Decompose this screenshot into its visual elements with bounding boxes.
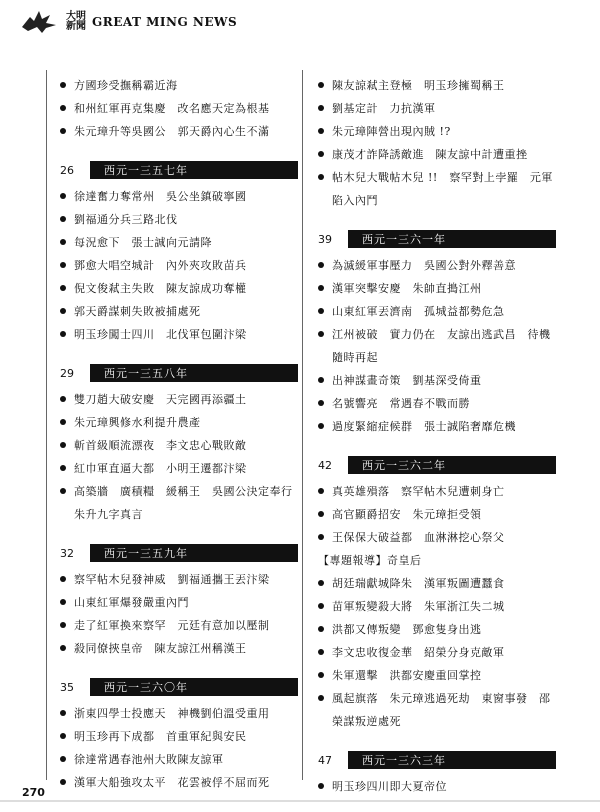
toc-entry[interactable]	[60, 74, 298, 97]
toc-entry-text: 真英雄殞落 察罕帖木兒遭刺身亡	[332, 485, 505, 498]
toc-entry[interactable]	[60, 614, 298, 637]
left-column	[60, 70, 298, 794]
toc-entry-text: 徐達常遇春池州大敗陳友諒軍	[74, 753, 224, 766]
section-page-number: 42	[318, 458, 332, 472]
toc-entry-text: 江州被破 實力仍在 友諒出逃武昌 待機隨時再起	[332, 328, 551, 364]
toc-entry[interactable]	[60, 323, 298, 346]
bullet-icon	[318, 488, 324, 494]
toc-entry-text: 劉基定計 力抗漢軍	[332, 102, 436, 115]
toc-entry-text: 高官顯爵招安 朱元璋拒受領	[332, 508, 482, 521]
toc-section	[60, 678, 298, 794]
toc-entry[interactable]	[318, 641, 556, 664]
toc-entry[interactable]	[60, 702, 298, 725]
bullet-icon	[318, 511, 324, 517]
section-page-number: 29	[60, 366, 74, 380]
toc-entry[interactable]	[60, 637, 298, 660]
section-header	[60, 161, 298, 179]
toc-entry[interactable]	[318, 323, 556, 369]
toc-entry-text: 和州紅軍再克集慶 改名應天定為根基	[74, 102, 270, 115]
toc-entry-text: 明玉珍四川即大夏帝位	[332, 780, 447, 793]
toc-entry[interactable]	[60, 480, 298, 526]
section-year-title: 西元一三五八年	[90, 364, 298, 382]
brand-cn-bottom: 新聞	[66, 21, 86, 32]
bullet-icon	[60, 331, 66, 337]
section-header	[60, 364, 298, 382]
section-year-title: 西元一三六一年	[348, 230, 556, 248]
section-header	[318, 456, 556, 474]
toc-entry-text: 李文忠收復金華 紹榮分身克敵軍	[332, 646, 505, 659]
bullet-icon	[318, 400, 324, 406]
bullet-icon	[318, 128, 324, 134]
bullet-icon	[318, 649, 324, 655]
section-page-number: 32	[60, 546, 74, 560]
toc-entry-text: 朱軍還擊 洪都安慶重回掌控	[332, 669, 482, 682]
toc-section	[60, 74, 298, 143]
toc-entry-text: 高築牆 廣積糧 緩稱王 吳國公決定奉行朱升九字真言	[74, 485, 293, 521]
toc-entry-text: 山東紅軍丟濟南 孤城益都勢危急	[332, 305, 505, 318]
toc-entry-text: 倪文俊弒主失敗 陳友諒成功奪權	[74, 282, 247, 295]
toc-entry-text: 雙刀趙大破安慶 天完國再添疆土	[74, 393, 247, 406]
toc-entry-text: 康茂才詐降誘敵進 陳友諒中計遭重挫	[332, 148, 528, 161]
toc-entry-text: 徐達奮力奪常州 吳公坐鎮破寧國	[74, 190, 247, 203]
bullet-icon	[60, 82, 66, 88]
bullet-icon	[318, 174, 324, 180]
toc-section	[318, 456, 556, 733]
toc-entry[interactable]	[318, 415, 556, 438]
section-year-title: 西元一三六二年	[348, 456, 556, 474]
toc-entry-text: 陳友諒弒主登極 明玉珍擁蜀稱王	[332, 79, 505, 92]
toc-entry[interactable]	[60, 185, 298, 208]
toc-entry[interactable]	[60, 388, 298, 411]
bullet-icon	[60, 442, 66, 448]
section-header	[318, 230, 556, 248]
bullet-icon	[318, 672, 324, 678]
toc-entry-text: 為滅緩軍事壓力 吳國公對外釋善意	[332, 259, 516, 272]
bullet-icon	[60, 239, 66, 245]
brand-english: GREAT MING NEWS	[92, 15, 238, 29]
toc-entry-text: 王保保大破益都 血淋淋挖心祭父	[332, 531, 505, 544]
bullet-icon	[60, 599, 66, 605]
bottom-rule	[0, 800, 600, 802]
bullet-icon	[318, 308, 324, 314]
toc-entry-text: 漢軍突擊安慶 朱帥直搗江州	[332, 282, 482, 295]
bullet-icon	[318, 626, 324, 632]
toc-entry[interactable]	[318, 143, 556, 166]
toc-entry[interactable]	[60, 591, 298, 614]
toc-entry-text: 朱元璋升等吳國公 郭天爵內心生不滿	[74, 125, 270, 138]
bullet-icon	[318, 82, 324, 88]
section-page-number: 26	[60, 163, 74, 177]
section-year-title: 西元一三六〇年	[90, 678, 298, 696]
toc-entry-text: 名號響亮 常遇春不戰而勝	[332, 397, 470, 410]
toc-entry-text: 每況愈下 張士誠向元請降	[74, 236, 212, 249]
bullet-icon	[60, 756, 66, 762]
toc-section	[318, 751, 556, 798]
section-header	[60, 678, 298, 696]
bullet-icon	[318, 262, 324, 268]
toc-entry[interactable]	[60, 457, 298, 480]
toc-entry[interactable]	[318, 74, 556, 97]
toc-entry[interactable]	[318, 480, 556, 503]
toc-entry[interactable]	[318, 775, 556, 798]
toc-entry[interactable]	[318, 664, 556, 687]
toc-entry[interactable]	[60, 725, 298, 748]
brand-cn-top: 大明	[66, 11, 86, 22]
toc-entry-text: 鄧愈大唱空城計 內外夾攻敗苗兵	[74, 259, 247, 272]
bullet-icon	[318, 534, 324, 540]
toc-entry[interactable]	[318, 549, 556, 572]
section-page-number: 35	[60, 680, 74, 694]
toc-entry[interactable]	[60, 208, 298, 231]
bullet-icon	[60, 576, 66, 582]
toc-entry[interactable]	[318, 300, 556, 323]
toc-entry-text: 方國珍受撫稱霸近海	[74, 79, 178, 92]
page-number: 270	[22, 786, 45, 799]
toc-entry-text: 出神謀畫奇策 劉基深受倚重	[332, 374, 482, 387]
toc-section	[60, 364, 298, 526]
toc-entry-text: 洪都又傳叛變 鄧愈隻身出逃	[332, 623, 482, 636]
bullet-icon	[318, 331, 324, 337]
toc-entry-text: 紅巾軍直逼大都 小明王遷都汴梁	[74, 462, 247, 475]
bullet-icon	[60, 216, 66, 222]
toc-entry[interactable]	[60, 254, 298, 277]
left-divider	[46, 70, 47, 780]
toc-entry-text: 郭天爵謀刺失敗被捕處死	[74, 305, 201, 318]
toc-entry-text: 浙東四學士投應天 神機劉伯溫受重用	[74, 707, 270, 720]
toc-entry[interactable]	[60, 771, 298, 794]
center-divider	[302, 70, 303, 780]
section-header	[60, 544, 298, 562]
toc-section	[318, 230, 556, 438]
bullet-icon	[60, 465, 66, 471]
bullet-icon	[318, 151, 324, 157]
toc-entry[interactable]	[60, 97, 298, 120]
toc-entry-text: 察罕帖木兒發神威 劉福通攜王丟汴梁	[74, 573, 270, 586]
toc-entry[interactable]	[60, 568, 298, 591]
toc-entry[interactable]	[318, 503, 556, 526]
toc-entry[interactable]	[318, 687, 556, 733]
toc-entry[interactable]	[318, 254, 556, 277]
toc-entry[interactable]	[60, 231, 298, 254]
toc-section	[318, 74, 556, 212]
bullet-icon	[60, 779, 66, 785]
bullet-icon	[60, 733, 66, 739]
toc-entry-text: 劉福通分兵三路北伐	[74, 213, 178, 226]
toc-entry[interactable]	[318, 166, 556, 212]
toc-entry[interactable]	[318, 392, 556, 415]
toc-entry[interactable]	[318, 97, 556, 120]
toc-entry-text: 苗軍叛變殺大將 朱軍浙江失二城	[332, 600, 505, 613]
bullet-icon	[60, 308, 66, 314]
section-page-number: 47	[318, 753, 332, 767]
section-year-title: 西元一三六三年	[348, 751, 556, 769]
toc-entry[interactable]	[60, 411, 298, 434]
page-header	[20, 8, 580, 36]
toc-entry[interactable]	[60, 120, 298, 143]
toc-entry[interactable]	[318, 369, 556, 392]
toc-entry[interactable]	[318, 595, 556, 618]
toc-entry-text: 漢軍大船強攻太平 花雲被俘不屈而死	[74, 776, 270, 789]
bullet-icon	[318, 105, 324, 111]
toc-entry-text: 明玉珍再下成都 首重軍紀與安民	[74, 730, 247, 743]
toc-entry[interactable]	[318, 277, 556, 300]
toc-entry-text: 斬首級順流漂夜 李文忠心戰敗敵	[74, 439, 247, 452]
toc-entry-text: 走了紅軍換來察罕 元廷有意加以壓制	[74, 619, 270, 632]
toc-section	[60, 544, 298, 660]
section-year-title: 西元一三五七年	[90, 161, 298, 179]
bullet-icon	[318, 285, 324, 291]
toc-entry-text: 帖木兒大戰帖木兒 !! 察罕對上孛羅 元軍陷入內鬥	[332, 171, 553, 207]
toc-entry[interactable]	[60, 277, 298, 300]
toc-section	[60, 161, 298, 346]
bullet-icon	[60, 193, 66, 199]
bullet-icon	[318, 783, 324, 789]
bullet-icon	[60, 105, 66, 111]
bullet-icon	[60, 262, 66, 268]
bullet-icon	[60, 488, 66, 494]
bullet-icon	[318, 423, 324, 429]
brand-chinese	[66, 12, 86, 32]
bullet-icon	[318, 603, 324, 609]
bullet-icon	[60, 285, 66, 291]
brand	[66, 12, 237, 32]
toc-entry-text: 朱元璋興修水利提升農產	[74, 416, 201, 429]
toc-entry-text: 朱元璋陣營出現內賊 !?	[332, 125, 451, 138]
bullet-icon	[60, 128, 66, 134]
toc-entry-text: 山東紅軍爆發嚴重內鬥	[74, 596, 189, 609]
bullet-icon	[60, 710, 66, 716]
toc-entry[interactable]	[318, 618, 556, 641]
toc-entry[interactable]	[318, 526, 556, 549]
eagle-logo-icon	[20, 9, 58, 35]
section-header	[318, 751, 556, 769]
bullet-icon	[318, 695, 324, 701]
toc-entry-text: 明玉珍闖士四川 北伐軍包圍汴梁	[74, 328, 247, 341]
toc-entry[interactable]	[60, 434, 298, 457]
toc-entry[interactable]	[60, 748, 298, 771]
bullet-icon	[60, 645, 66, 651]
bullet-icon	[60, 396, 66, 402]
toc-entry[interactable]	[60, 300, 298, 323]
toc-entry-text: 胡廷瑞獻城降朱 漢軍叛圖遭蠶食	[332, 577, 505, 590]
toc-entry[interactable]	[318, 120, 556, 143]
bullet-icon	[60, 419, 66, 425]
toc-entry-text: 殺同僚挾皇帝 陳友諒江州稱漢王	[74, 642, 247, 655]
section-page-number: 39	[318, 232, 332, 246]
bullet-icon	[60, 622, 66, 628]
bullet-icon	[318, 377, 324, 383]
toc-entry-text: 過度緊縮症候群 張士誠陷奢靡危機	[332, 420, 516, 433]
bullet-icon	[318, 580, 324, 586]
section-year-title: 西元一三五九年	[90, 544, 298, 562]
toc-entry-text: 風起旗落 朱元璋逃過死劫 東窗事發 邵榮謀叛逆處死	[332, 692, 551, 728]
right-column	[318, 70, 556, 798]
toc-entry[interactable]	[318, 572, 556, 595]
toc-entry-text: 【專題報導】奇皇后	[318, 554, 422, 567]
